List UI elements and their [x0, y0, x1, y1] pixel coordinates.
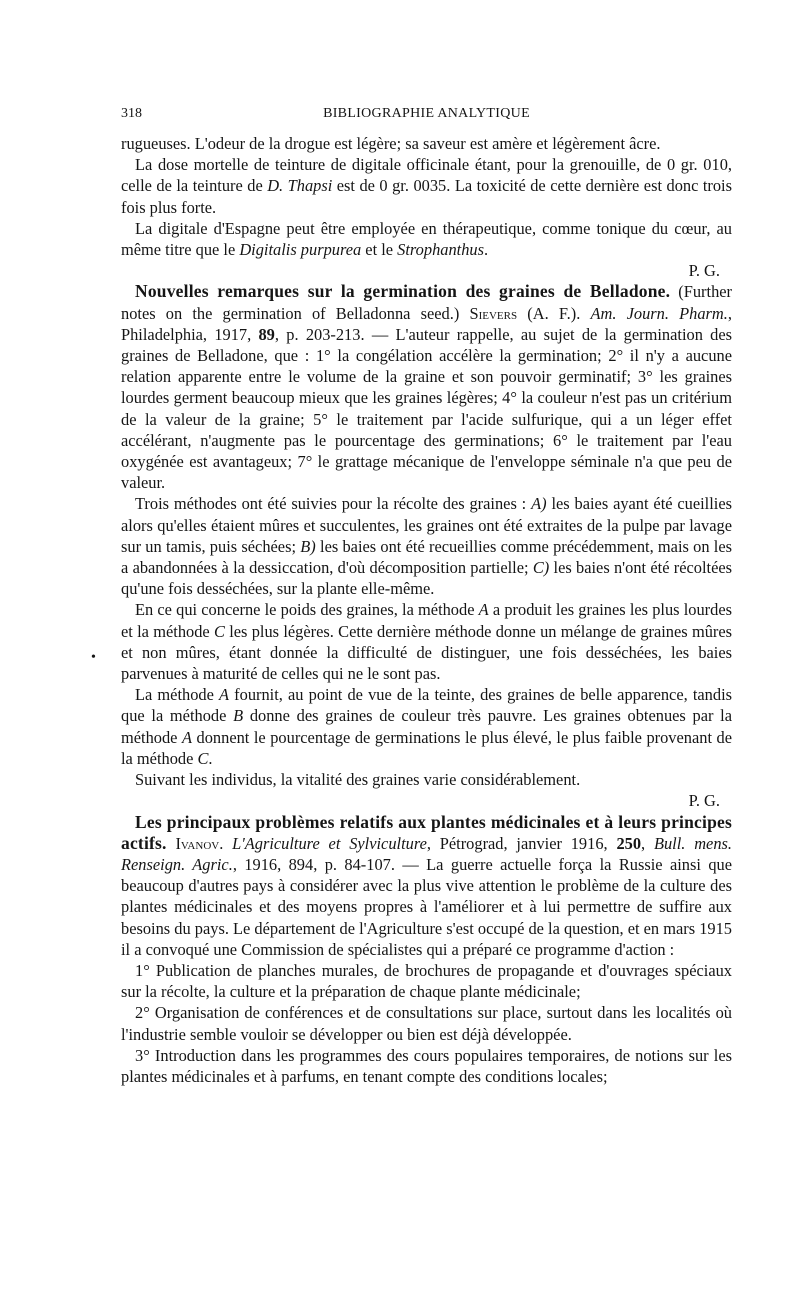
article-plantes-medicinales: Les principaux problèmes relatifs aux plantes médicinales et à leurs principes actifs. Ivanov. L'Agriculture et Sylviculture, Pétrograd, janvier 1916, 250, Bull. mens. Renseign. Agric., 1916, 894, p. 84-107. — La guerre actuelle força la Russie ainsi que beaucoup d'autres pays à considérer avec la plus vive attention le problème de la culture des plantes médicinales et des moyens propres à l'améliorer et à lui permettre de suffire aux besoins du pays. Le département de l'Agriculture s'est occupé de la question, et en mars 1915 il a convoqué une Commission de spécialistes qui a préparé ce programme d'action : [121, 811, 732, 959]
program-item-2: 2° Organisation de conférences et de consultations sur place, surtout dans les localités où l'industrie semble vouloir se développer ou bien est déjà développée. [121, 1003, 732, 1044]
program-item-1: 1° Publication de planches murales, de brochures de propagande et d'ouvrages spéciaux sur la récolte, la culture et la préparation de chaque plante médicinale; [121, 960, 732, 1002]
program-item-3: 3° Introduction dans les programmes des cours populaires temporaires, de notions sur les plantes médicinales et à parfums, en tenant compte des conditions locales; [121, 1045, 732, 1086]
body-text [121, 133, 732, 1087]
signature: P. G. [688, 261, 720, 281]
paragraph-weight: En ce qui concerne le poids des graines, la méthode A a produit les graines les plus lourdes et la méthode C les plus légères. Cette dernière méthode donne un mélange de graines mûres et non mûres, étant donnée la difficulté de distinguer, une fois desséchées, les baies parvenues à maturité de celles qui ne le sont pas. [121, 600, 733, 684]
species-name: D. Thapsi [267, 176, 333, 196]
running-title: BIBLIOGRAPHIE ANALYTIQUE [323, 106, 530, 121]
paragraph-methods: Trois méthodes ont été suivies pour la récolte des graines : A) les baies ayant été cueillies alors qu'elles étaient mûres et succulentes, les graines ont été extraites de la pulpe par lavage sur un tamis, puis séchées; B) les baies ont été recueillies comme précédemment, mais on les a abandonnées à la dessiccation, d'où décomposition partielle; C) les baies n'ont été récoltées qu'une fois desséchées, sur la plante elle-même. [121, 494, 733, 599]
article-title: Nouvelles remarques sur la germination des graines de Belladone. [135, 281, 671, 302]
paragraph-3: La digitale d'Espagne peut être employée en thérapeutique, comme tonique du cœur, au même titre que le Digitalis purpurea et le Strophanthus. [121, 218, 732, 260]
page-number: 318 [121, 106, 142, 121]
signature: P. G. [688, 791, 720, 811]
author-name: Ivanov [175, 833, 220, 853]
species-name: Strophanthus [397, 240, 484, 260]
volume-number: 250 [616, 833, 642, 853]
article-title: Les principaux problèmes relatifs aux plantes médicinales et à leurs principes actifs. [121, 811, 732, 853]
journal-name: Bull. mens. Renseign. Agric. [121, 833, 732, 874]
paragraph-2: La dose mortelle de teinture de digitale officinale étant, pour la grenouille, de 0 gr. 010, celle de la teinture de D. Thapsi est de 0 gr. 0035. La toxicité de cette dernière est donc trois fois plus forte. [121, 155, 732, 217]
journal-name: Am. Journ. Pharm. [590, 303, 728, 323]
paragraph-1: rugueuses. L'odeur de la drogue est légère; sa saveur est amère et légèrement âcre. [121, 134, 661, 153]
volume-number: 89 [258, 324, 275, 344]
paragraph-vitality: Suivant les individus, la vitalité des graines varie considérablement. [135, 770, 581, 790]
paragraph-colour: La méthode A fournit, au point de vue de la teinte, des graines de belle apparence, tandis que la méthode B donne des graines de couleur très pauvre. Les graines obtenues par la méthode A donnent le pourcentage de germinations le plus élevé, le plus faible provenant de la méthode C. [121, 685, 733, 768]
page-header [121, 103, 732, 125]
margin-mark: • [91, 650, 96, 665]
article-belladone: Nouvelles remarques sur la germination des graines de Belladone. (Further notes on the germination of Belladonna seed.) Sievers (A. F.). Am. Journ. Pharm., Philadelphia, 1917, 89, p. 203-213. — L'auteur rappelle, au sujet de la germination des graines de Belladone, que : 1° la congélation accélère la germination; 2° il n'y a aucune relation apparente entre le volume de la graine et son pouvoir germinatif; 3° les graines lourdes germent beaucoup mieux que les graines légères; 4° la couleur n'est pas un critérium de la valeur de la graine; 5° le traitement par l'acide sulfurique, qui a un léger effet accélérant, n'augmente pas le pourcentage des germinations; 6° le traitement par l'eau oxygénée est avantageux; 7° le grattage mécanique de l'enveloppe séminale n'a que peu de valeur. [121, 281, 733, 493]
journal-name: L'Agriculture et Sylviculture [232, 833, 427, 853]
author-name: Sievers [469, 303, 518, 323]
species-name: Digitalis purpurea [239, 240, 362, 260]
